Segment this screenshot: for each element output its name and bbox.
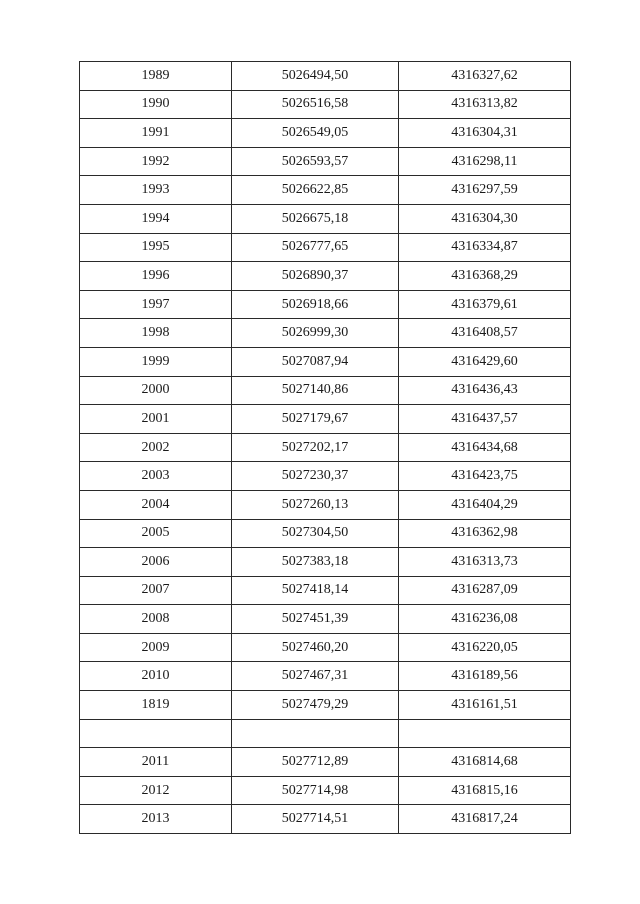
x-coordinate-cell: 5027479,29 [232,691,399,720]
x-coordinate-cell: 5027712,89 [232,748,399,777]
y-coordinate-cell: 4316313,73 [399,548,571,577]
table-row [80,519,571,548]
coordinates-table-body [80,62,571,834]
y-coordinate-cell: 4316327,62 [399,62,571,91]
x-coordinate-cell: 5026918,66 [232,290,399,319]
x-coordinate-cell: 5027260,13 [232,490,399,519]
table-row [80,119,571,148]
y-coordinate-cell: 4316368,29 [399,262,571,291]
x-coordinate-cell: 5026675,18 [232,204,399,233]
point-number-cell: 2007 [80,576,232,605]
table-row [80,262,571,291]
y-coordinate-cell: 4316408,57 [399,319,571,348]
x-coordinate-cell: 5026622,85 [232,176,399,205]
x-coordinate-cell: 5026494,50 [232,62,399,91]
table-row [80,376,571,405]
y-coordinate-cell: 4316817,24 [399,805,571,834]
table-row [80,347,571,376]
y-coordinate-cell: 4316313,82 [399,90,571,119]
coordinates-table [79,61,571,834]
y-coordinate-cell: 4316304,30 [399,204,571,233]
x-coordinate-cell: 5027467,31 [232,662,399,691]
point-number-cell: 1997 [80,290,232,319]
y-coordinate-cell: 4316436,43 [399,376,571,405]
point-number-cell: 1990 [80,90,232,119]
y-coordinate-cell: 4316429,60 [399,347,571,376]
point-number-cell: 2011 [80,748,232,777]
table-row [80,204,571,233]
y-coordinate-cell: 4316304,31 [399,119,571,148]
point-number-cell: 2010 [80,662,232,691]
point-number-cell: 2009 [80,633,232,662]
x-coordinate-cell: 5027418,14 [232,576,399,605]
table-row [80,233,571,262]
point-number-cell: 1989 [80,62,232,91]
table-row [80,490,571,519]
table-row [80,462,571,491]
table-row [80,90,571,119]
point-number-cell: 2003 [80,462,232,491]
point-number-cell: 1996 [80,262,232,291]
point-number-cell: 2001 [80,405,232,434]
table-row [80,62,571,91]
x-coordinate-cell: 5027714,98 [232,776,399,805]
y-coordinate-cell: 4316189,56 [399,662,571,691]
x-coordinate-cell: 5026516,58 [232,90,399,119]
y-coordinate-cell: 4316434,68 [399,433,571,462]
table-row [80,147,571,176]
point-number-cell: 2004 [80,490,232,519]
y-coordinate-cell: 4316334,87 [399,233,571,262]
y-coordinate-cell: 4316815,16 [399,776,571,805]
point-number-cell: 2006 [80,548,232,577]
point-number-cell: 1991 [80,119,232,148]
x-coordinate-cell: 5027451,39 [232,605,399,634]
point-number-cell: 1992 [80,147,232,176]
point-number-cell: 2000 [80,376,232,405]
table-row [80,662,571,691]
table-row [80,319,571,348]
y-coordinate-cell: 4316161,51 [399,691,571,720]
y-coordinate-cell: 4316236,08 [399,605,571,634]
table-row [80,633,571,662]
y-coordinate-cell: 4316814,68 [399,748,571,777]
point-number-cell: 2005 [80,519,232,548]
table-row [80,548,571,577]
table-row [80,176,571,205]
empty-table-row [80,719,571,748]
x-coordinate-cell: 5026890,37 [232,262,399,291]
x-coordinate-cell: 5027179,67 [232,405,399,434]
y-coordinate-cell: 4316297,59 [399,176,571,205]
y-coordinate-cell: 4316404,29 [399,490,571,519]
x-coordinate-cell: 5027140,86 [232,376,399,405]
point-number-cell: 1998 [80,319,232,348]
point-number-cell: 2012 [80,776,232,805]
table-row [80,433,571,462]
table-row [80,805,571,834]
x-coordinate-cell: 5026999,30 [232,319,399,348]
y-coordinate-cell: 4316423,75 [399,462,571,491]
point-number-cell: 1993 [80,176,232,205]
y-coordinate-cell: 4316379,61 [399,290,571,319]
y-coordinate-cell: 4316287,09 [399,576,571,605]
table-row [80,290,571,319]
x-coordinate-cell: 5027304,50 [232,519,399,548]
table-row [80,605,571,634]
x-coordinate-cell: 5027202,17 [232,433,399,462]
y-coordinate-cell [399,719,571,748]
x-coordinate-cell: 5027383,18 [232,548,399,577]
point-number-cell: 1994 [80,204,232,233]
y-coordinate-cell: 4316362,98 [399,519,571,548]
x-coordinate-cell: 5027714,51 [232,805,399,834]
point-number-cell: 1999 [80,347,232,376]
point-number-cell: 1819 [80,691,232,720]
point-number-cell: 2002 [80,433,232,462]
table-row [80,405,571,434]
x-coordinate-cell: 5027460,20 [232,633,399,662]
x-coordinate-cell: 5026777,65 [232,233,399,262]
x-coordinate-cell: 5027230,37 [232,462,399,491]
point-number-cell: 2013 [80,805,232,834]
x-coordinate-cell: 5026549,05 [232,119,399,148]
point-number-cell: 2008 [80,605,232,634]
y-coordinate-cell: 4316298,11 [399,147,571,176]
table-row [80,748,571,777]
table-row [80,691,571,720]
y-coordinate-cell: 4316220,05 [399,633,571,662]
table-row [80,776,571,805]
x-coordinate-cell: 5026593,57 [232,147,399,176]
y-coordinate-cell: 4316437,57 [399,405,571,434]
point-number-cell: 1995 [80,233,232,262]
table-row [80,576,571,605]
x-coordinate-cell [232,719,399,748]
point-number-cell [80,719,232,748]
x-coordinate-cell: 5027087,94 [232,347,399,376]
